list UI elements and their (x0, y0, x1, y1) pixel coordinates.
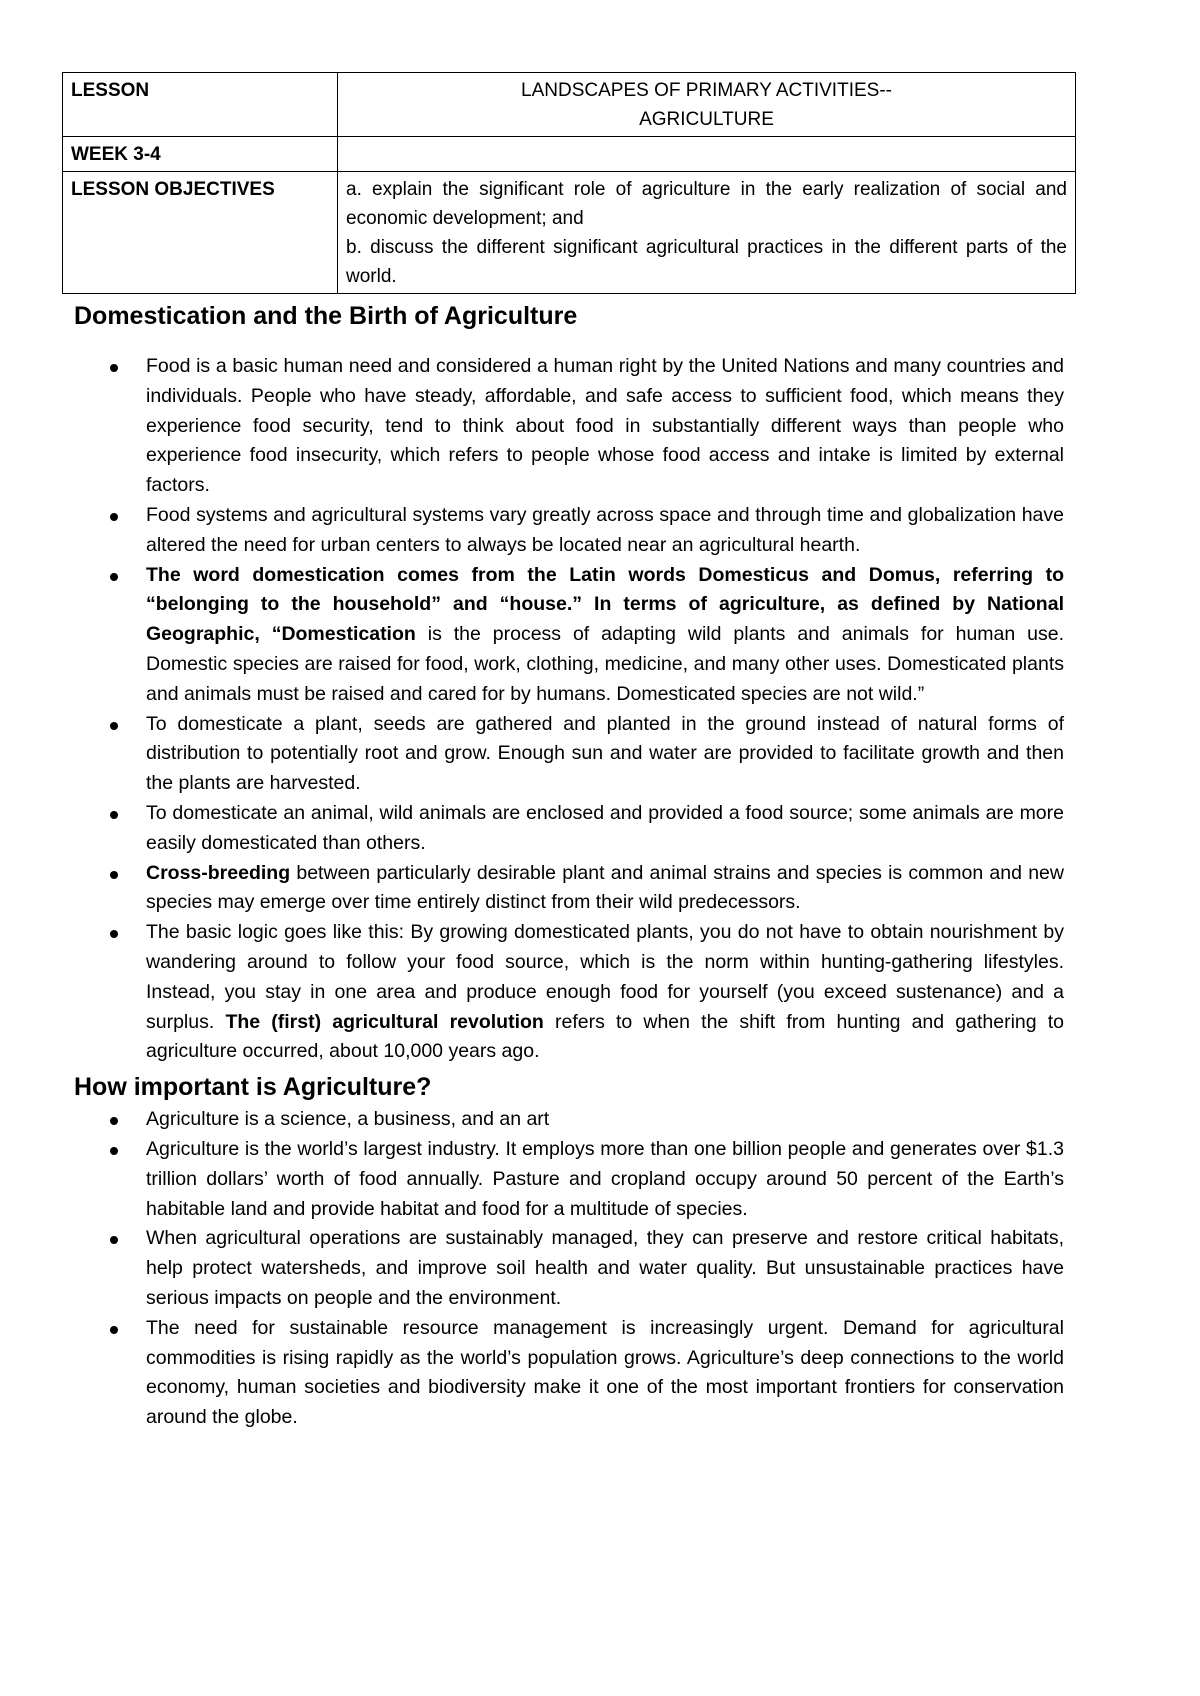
list-item (62, 352, 1076, 501)
bullet-bold-text: Cross-breeding (146, 861, 291, 884)
week-value (338, 137, 1076, 172)
list-item (62, 1314, 1076, 1433)
bullet-text: between particularly desirable plant and animal strains and species is common and new species may emerge over time entirely distinct from their wild predecessors. (146, 861, 1064, 914)
bullet-icon (110, 930, 118, 938)
bullet-text: The basic logic goes like this: By growing domesticated plants, you do not have to obtain nourishment by wandering around to follow your food source, which is the norm within hunting-gathering lifestyles. Instead, you stay in one area and produce enough food for yourself (you exceed sustenance) and a surplus. (146, 921, 1064, 1033)
bullet-text: When agricultural operations are sustainably managed, they can preserve and restore critical habitats, help protect watersheds, and improve soil health and water quality. But unsustainable practices have serious impacts on people and the environment. (146, 1227, 1064, 1309)
week-row (63, 137, 1076, 172)
objective-b: b. discuss the different significant agricultural practices in the different parts of the world. (346, 237, 1067, 287)
list-item (62, 561, 1076, 710)
bullet-text: Food is a basic human need and considered a human right by the United Nations and many countries and individuals. People who have steady, affordable, and safe access to sufficient food, which means they experience food security, tend to think about food in substantially different ways than people who experience food insecurity, which refers to people whose food access and intake is limited by external factors. (146, 355, 1064, 497)
bullet-icon (110, 1326, 118, 1334)
bullet-text: Food systems and agricultural systems vary greatly across space and through time and globalization have altered the need for urban centers to always be located near an agricultural hearth. (146, 503, 1064, 556)
lesson-title-line1: LANDSCAPES OF PRIMARY ACTIVITIES-- (521, 80, 892, 101)
bullet-text: is the process of adapting wild plants and animals for human use. Domestic species are raised for food, work, clothing, medicine, and many other uses. Domesticated plants and animals must be raised and cared for by humans. Domesticated species are not wild.” (146, 623, 1064, 705)
list-item (62, 859, 1076, 919)
bullet-icon (110, 722, 118, 730)
bullet-icon (110, 513, 118, 521)
bullet-text: Agriculture is the world’s largest industry. It employs more than one billion people and generates over $1.3 trillion dollars’ worth of food annually. Pasture and cropland occupy around 50 percent of the Earth’s habitable land and provide habitat and food for a multitude of species. (146, 1137, 1064, 1220)
lesson-title-line2: AGRICULTURE (639, 109, 774, 130)
domestication-bullet-list (62, 352, 1076, 1067)
list-item (62, 710, 1076, 799)
lesson-row (63, 73, 1076, 137)
bullet-bold-text: The (first) agricultural revolution (225, 1010, 544, 1033)
bullet-icon (110, 811, 118, 819)
objectives-content (338, 172, 1076, 294)
section-heading-importance: How important is Agriculture? (74, 1073, 432, 1102)
objectives-row (63, 172, 1076, 294)
lesson-title (338, 73, 1076, 137)
lesson-label: LESSON (63, 73, 338, 137)
bullet-text: To domesticate a plant, seeds are gathered and planted in the ground instead of natural forms of distribution to potentially root and grow. Enough sun and water are provided to facilitate growth and then the plants are harvested. (146, 712, 1064, 795)
week-label: WEEK 3-4 (63, 137, 338, 172)
importance-bullet-list (62, 1105, 1076, 1433)
objectives-label: LESSON OBJECTIVES (63, 172, 338, 294)
list-item (62, 799, 1076, 859)
list-item (62, 918, 1076, 1067)
bullet-text: The need for sustainable resource management is increasingly urgent. Demand for agricultural commodities is rising rapidly as the world’s population grows. Agriculture’s deep connections to the world economy, human societies and biodiversity make it one of the most important frontiers for conservation around the globe. (146, 1316, 1064, 1429)
list-item (62, 1224, 1076, 1313)
list-item (62, 1135, 1076, 1224)
bullet-icon (110, 364, 118, 372)
objective-a: a. explain the significant role of agriculture in the early realization of social and economic development; and (346, 179, 1067, 229)
bullet-icon (110, 1117, 118, 1125)
bullet-text: To domesticate an animal, wild animals are enclosed and provided a food source; some animals are more easily domesticated than others. (146, 801, 1064, 854)
section-heading-domestication: Domestication and the Birth of Agriculture (74, 302, 578, 330)
document-page (62, 72, 1076, 1433)
list-item (62, 501, 1076, 561)
list-item (62, 1105, 1076, 1135)
lesson-header-table (62, 72, 1076, 294)
bullet-text: refers to when the shift from hunting and gathering to agriculture occurred, about 10,000 years ago. (146, 1010, 1064, 1063)
bullet-bold-text: The word domestication comes from the Latin words Domesticus and Domus, referring to “belonging to the household” and “house.” In terms of agriculture, as defined by National Geographic, “Domestication (146, 563, 1064, 646)
bullet-icon (110, 1147, 118, 1155)
bullet-text: Agriculture is a science, a business, and an art (146, 1108, 550, 1131)
bullet-icon (110, 573, 118, 581)
bullet-icon (110, 871, 118, 879)
bullet-icon (110, 1236, 118, 1244)
